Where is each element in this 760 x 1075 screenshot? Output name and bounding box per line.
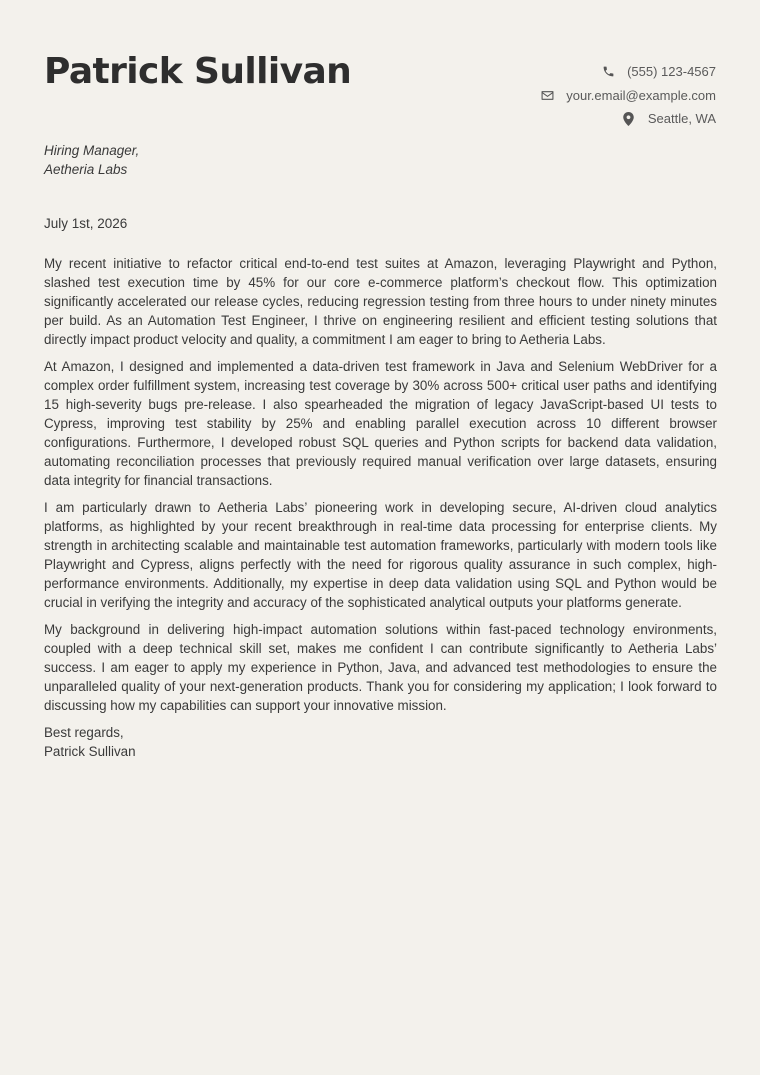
envelope-icon bbox=[540, 88, 554, 102]
contact-location-row bbox=[540, 107, 716, 131]
closing-salutation: Best regards, bbox=[44, 725, 124, 740]
body-paragraph-2: At Amazon, I designed and implemented a data-driven test framework in Java and Selenium WebDriver for a complex order fulfillment system, increasing test coverage by 30% across 500+ critical user paths and identifying 15 high-severity bugs pre-release. I also spearheaded the migration of legacy JavaScript-based UI tests to Cypress, improving test stability by 25% and enabling parallel execution across 10 different browser configurations. Furthermore, I developed robust SQL queries and Python scripts for backend data validation, automating reconciliation processes that previously required manual verification over large datasets, ensuring data integrity for financial transactions. bbox=[44, 359, 717, 488]
body-paragraph-4: My background in delivering high-impact automation solutions within fast-paced technology environments, coupled with a deep technical skill set, makes me confident I can contribute significantly to Aetheria Labs’ success. I am eager to apply my experience in Python, Java, and advanced test methodologies to ensure the unparalleled quality of your next-generation products. Thank you for considering my application; I look forward to discussing how my capabilities can support your innovative mission. bbox=[44, 622, 717, 713]
recipient-title: Hiring Manager, bbox=[44, 143, 140, 158]
contact-block bbox=[540, 60, 716, 131]
recipient-company: Aetheria Labs bbox=[44, 162, 128, 177]
letter-date: July 1st, 2026 bbox=[44, 216, 128, 231]
contact-location: Seattle, WA bbox=[647, 111, 716, 127]
contact-phone: (555) 123-4567 bbox=[627, 64, 716, 80]
recipient-block bbox=[44, 141, 139, 179]
closing-block bbox=[44, 723, 717, 761]
body-paragraph-1: My recent initiative to refactor critical end-to-end test suites at Amazon, leveraging Playwright and Python, slashed test execution time by 45% for our core e-commerce platform’s checkout flow. This optimization significantly accelerated our release cycles, reducing regression testing from three hours to under ninety minutes per build. As an Automation Test Engineer, I thrive on engineering resilient and efficient testing solutions that directly impact product velocity and quality, a commitment I am eager to bring to Aetheria Labs. bbox=[44, 256, 717, 347]
location-pin-icon bbox=[622, 112, 636, 126]
closing-signature: Patrick Sullivan bbox=[44, 744, 136, 759]
contact-email-row bbox=[540, 84, 716, 108]
body-paragraph-3: I am particularly drawn to Aetheria Labs’ pioneering work in developing secure, AI-driven cloud analytics platforms, as highlighted by your recent breakthrough in real-time data processing for enterprise clients. My strength in architecting scalable and maintainable test automation frameworks, particularly with modern tools like Playwright and Cypress, aligns perfectly with the need for rigorous quality assurance in such complex, high-performance environments. Additionally, my expertise in deep data validation using SQL and Python would be crucial in verifying the integrity and accuracy of the sophisticated analytical outputs your platforms generate. bbox=[44, 500, 717, 610]
letter-body bbox=[44, 254, 717, 761]
contact-email[interactable]: your.email@example.com bbox=[566, 87, 716, 103]
applicant-name: Patrick Sullivan bbox=[44, 51, 352, 92]
phone-icon bbox=[601, 65, 615, 79]
contact-phone-row bbox=[540, 60, 716, 84]
